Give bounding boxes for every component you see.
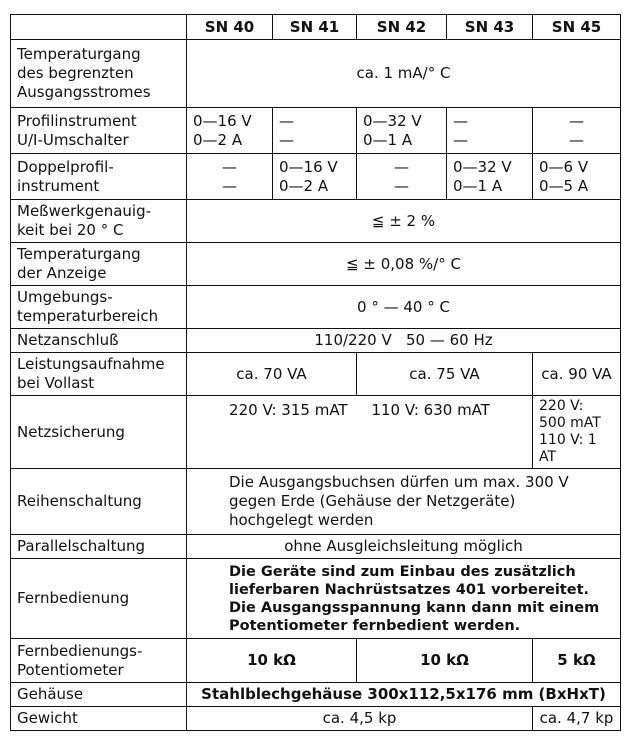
row-temp-current	[11, 40, 621, 108]
value-weight-c: ca. 4,7 kp	[533, 707, 621, 731]
label-remote: Fernbedienung	[11, 559, 187, 639]
value-accuracy: ≦ ± 2 %	[187, 200, 621, 243]
row-profile-instrument	[11, 108, 621, 154]
value-double-sn42: — —	[357, 154, 447, 200]
row-mains	[11, 329, 621, 353]
header-empty-cell	[11, 15, 187, 40]
row-temp-display	[11, 243, 621, 286]
label-remote-pot: Fernbedienungs- Potentiometer	[11, 639, 187, 683]
header-sn40: SN 40	[187, 15, 273, 40]
label-housing: Gehäuse	[11, 683, 187, 707]
value-weight-ab: ca. 4,5 kp	[187, 707, 533, 731]
row-housing	[11, 683, 621, 707]
value-profile-sn41: — —	[273, 108, 357, 154]
label-temp-display: Temperaturgang der Anzeige	[11, 243, 187, 286]
header-sn43: SN 43	[447, 15, 533, 40]
value-power-a: ca. 70 VA	[187, 353, 357, 396]
label-power: Leistungsaufnahme bei Vollast	[11, 353, 187, 396]
value-remote-pot-b: 10 kΩ	[357, 639, 533, 683]
value-parallel: ohne Ausgleichsleitung möglich	[187, 535, 621, 559]
value-temp-display: ≦ ± 0,08 %/° C	[187, 243, 621, 286]
row-fuse	[11, 396, 621, 469]
value-ambient: 0 ° — 40 ° C	[187, 286, 621, 329]
value-mains: 110/220 V 50 — 60 Hz	[187, 329, 621, 353]
row-accuracy	[11, 200, 621, 243]
value-remote-pot-c: 5 kΩ	[533, 639, 621, 683]
label-series: Reihenschaltung	[11, 469, 187, 535]
row-parallel	[11, 535, 621, 559]
value-fuse-ab: 220 V: 315 mAT 110 V: 630 mAT	[187, 396, 533, 469]
label-ambient: Umgebungs- temperaturbereich	[11, 286, 187, 329]
label-fuse: Netzsicherung	[11, 396, 187, 469]
label-accuracy: Meßwerkgenauig- keit bei 20 ° C	[11, 200, 187, 243]
row-power	[11, 353, 621, 396]
value-fuse-c: 220 V: 500 mAT 110 V: 1 AT	[533, 396, 621, 469]
value-power-c: ca. 90 VA	[533, 353, 621, 396]
header-row	[11, 15, 621, 40]
label-profile-instrument: Profilinstrument U/I-Umschalter	[11, 108, 187, 154]
value-remote-pot-a: 10 kΩ	[187, 639, 357, 683]
label-mains: Netzanschluß	[11, 329, 187, 353]
value-remote: Die Geräte sind zum Einbau des zusätzlich lieferbaren Nachrüstsatzes 401 vorbereitet. Die Ausgangsspannung kann dann mit einem Potentiometer fernbedient werden.	[187, 559, 621, 639]
row-series	[11, 469, 621, 535]
value-temp-current: ca. 1 mA/° C	[187, 40, 621, 108]
value-double-sn40: — —	[187, 154, 273, 200]
label-double-profile: Doppelprofil- instrument	[11, 154, 187, 200]
value-power-b: ca. 75 VA	[357, 353, 533, 396]
row-ambient	[11, 286, 621, 329]
row-remote	[11, 559, 621, 639]
label-temp-current: Temperaturgang des begrenzten Ausgangsstromes	[11, 40, 187, 108]
specification-table	[10, 14, 621, 731]
value-profile-sn43: — —	[447, 108, 533, 154]
label-weight: Gewicht	[11, 707, 187, 731]
row-double-profile	[11, 154, 621, 200]
header-sn41: SN 41	[273, 15, 357, 40]
row-weight	[11, 707, 621, 731]
value-double-sn45: 0—6 V 0—5 A	[533, 154, 621, 200]
value-profile-sn45: — —	[533, 108, 621, 154]
value-double-sn41: 0—16 V 0—2 A	[273, 154, 357, 200]
row-remote-pot	[11, 639, 621, 683]
value-double-sn43: 0—32 V 0—1 A	[447, 154, 533, 200]
value-profile-sn40: 0—16 V 0—2 A	[187, 108, 273, 154]
header-sn42: SN 42	[357, 15, 447, 40]
label-parallel: Parallelschaltung	[11, 535, 187, 559]
header-sn45: SN 45	[533, 15, 621, 40]
value-housing: Stahlblechgehäuse 300x112,5x176 mm (BxHxT)	[187, 683, 621, 707]
value-series: Die Ausgangsbuchsen dürfen um max. 300 V gegen Erde (Gehäuse der Netzgeräte) hochgelegt werden	[187, 469, 621, 535]
value-profile-sn42: 0—32 V 0—1 A	[357, 108, 447, 154]
